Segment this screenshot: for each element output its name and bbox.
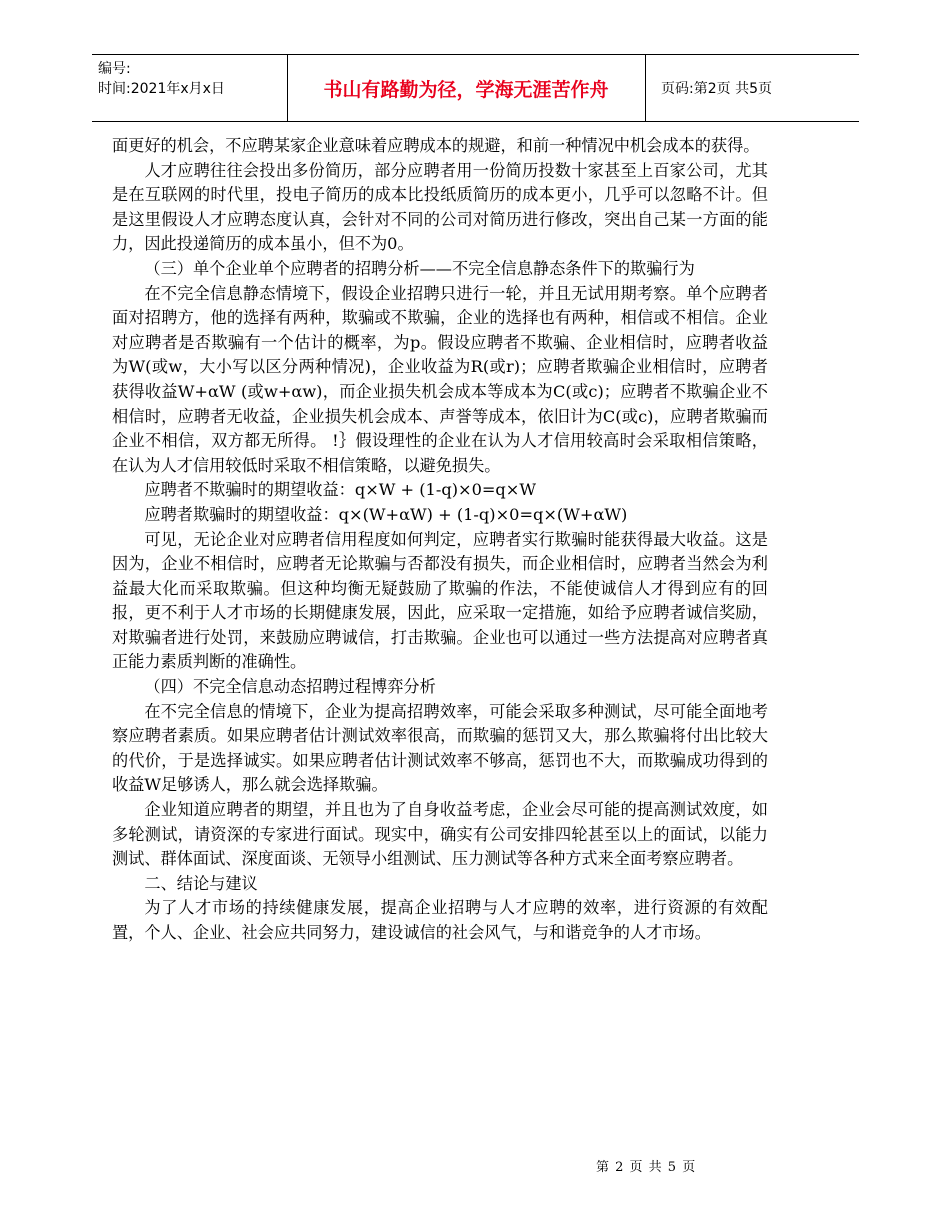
page-header [92,54,859,122]
paragraph: （四）不完全信息动态招聘过程博弈分析 [144,677,436,697]
paragraph: 在不完全信息的情境下，企业为提高招聘效率，可能会采取多种测试，尽可能全面地考察应聘者素质。如果应聘者估计测试效率很高，而欺骗的惩罚又大，那么欺骗将付出比较大的代价，于是选择诚实。如果应聘者估计测试效率不够高，惩罚也不大，而欺骗成功得到的收益W足够诱人，那么就会选择欺骗。 [112,701,768,795]
paragraph: 应聘者不欺骗时的期望收益：q×W + (1-q)×0=q×W [144,480,536,500]
time-label: 时间:2021年x月x日 [98,81,225,97]
header-divider-right [645,55,646,121]
header-meta [98,59,225,99]
paragraph: 面更好的机会，不应聘某家企业意味着应聘成本的规避，和前一种情况中机会成本的获得。 [112,136,760,155]
paragraph: （三）单个企业单个应聘者的招聘分析——不完全信息静态条件下的欺骗行为 [144,258,695,278]
paragraph: 为了人才市场的持续健康发展，提高企业招聘与人才应聘的效率，进行资源的有效配置，个人、企业、社会应共同努力，建设诚信的社会风气，与和谐竞争的人才市场。 [112,898,768,942]
serial-label: 编号: [98,61,131,77]
header-page-info: 页码:第2页 共5页 [661,81,772,97]
paragraph: 人才应聘往往会投出多份简历，部分应聘者用一份简历投数十家甚至上百家公司，尤其是在互联网的时代里，投电子简历的成本比投纸质简历的成本更小，几乎可以忽略不计。但是这里假设人才应聘态度认真，会针对不同的公司对简历进行修改，突出自己某一方面的能力，因此投递简历的成本虽小，但不为0。 [112,160,768,254]
paragraph: 在不完全信息静态情境下，假设企业招聘只进行一轮，并且无试用期考察。单个应聘者面对招聘方，他的选择有两种，欺骗或不欺骗，企业的选择也有两种，相信或不相信。企业对应聘者是否欺骗有一个估计的概率，为p。假设应聘者不欺骗、企业相信时，应聘者收益为W(或w，大小写以区分两种情况)，企业收益为R(或r)；应聘者欺骗企业相信时，应聘者获得收益W+αW (或w+αw)，而企业损失机会成本等成本为C(或c)；应聘者不欺骗企业不相信时，应聘者无收益，企业损失机会成本、声誉等成本，依旧计为C(或c)，应聘者欺骗而企业不相信，双方都无所得。 !｝假设理性的企业在认为人才信用较高时会采取相信策略，在认为人才信用较低时采取不相信策略，以避免损失。 [112,283,768,475]
document-body [112,134,768,946]
paragraph: 企业知道应聘者的期望，并且也为了自身收益考虑，企业会尽可能的提高测试效度，如多轮测试，请资深的专家进行面试。现实中，确实有公司安排四轮甚至以上的面试，以能力测试、群体面试、深度面谈、无领导小组测试、压力测试等各种方式来全面考察应聘者。 [112,800,768,869]
paragraph: 应聘者欺骗时的期望收益：q×(W+αW) + (1-q)×0=q×(W+αW) [144,504,628,524]
paragraph: 二、结论与建议 [144,873,258,893]
paragraph: 可见，无论企业对应聘者信用程度如何判定，应聘者实行欺骗时能获得最大收益。这是因为，企业不相信时，应聘者无论欺骗与否都没有损失，而企业相信时，应聘者当然会为利益最大化而采取欺骗。但这种均衡无疑鼓励了欺骗的作法，不能使诚信人才得到应有的回报，更不利于人才市场的长期健康发展，因此，应采取一定措施，如给予应聘者诚信奖励，对欺骗者进行处罚，来鼓励应聘诚信，打击欺骗。企业也可以通过一些方法提高对应聘者真正能力素质判断的准确性。 [112,529,768,672]
header-motto: 书山有路勤为径，学海无涯苦作舟 [323,78,609,101]
page-footer: 第 2 页 共 5 页 [596,1160,697,1175]
